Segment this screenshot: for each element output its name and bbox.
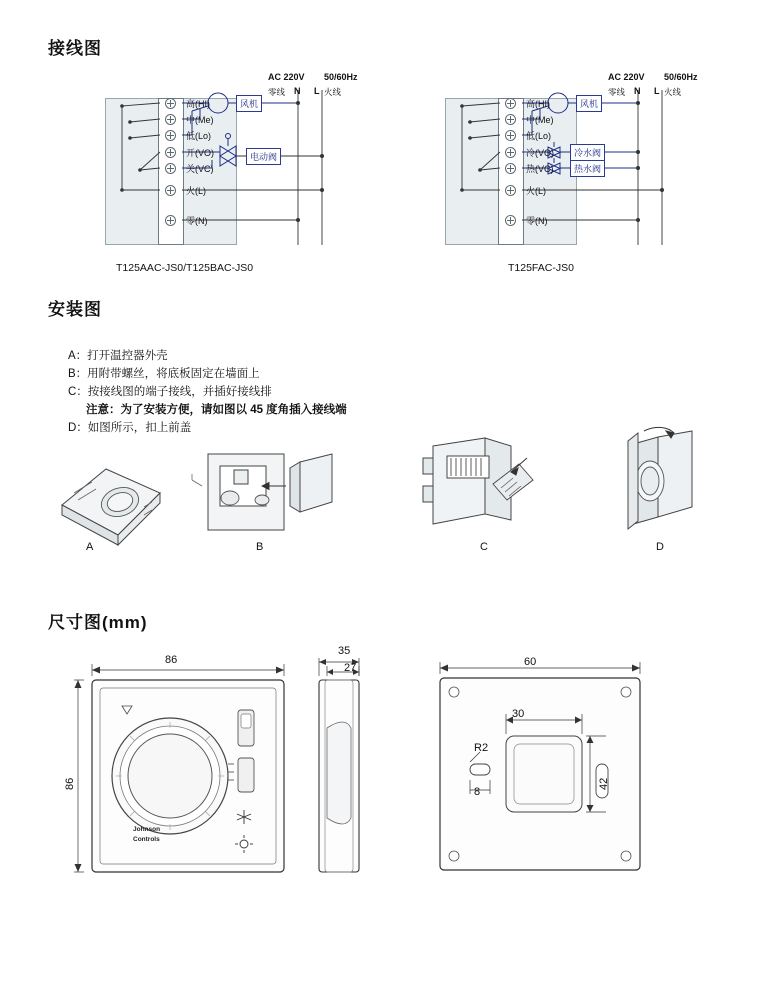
terminal-dot (165, 98, 176, 109)
terminal-dot (505, 114, 516, 125)
terminal-label-vo: 开(VO) (186, 148, 214, 158)
install-label-a: A (86, 541, 94, 553)
terminal-label-me: 中(Me) (526, 115, 554, 125)
terminal-label-cold: 冷(VO) (526, 148, 554, 158)
terminal-label-vc: 关(VC) (186, 164, 214, 174)
install-label-c: C (480, 541, 488, 553)
terminal-dot (505, 98, 516, 109)
terminal-dot (165, 114, 176, 125)
dim-side-outer: 35 (338, 645, 351, 657)
dim-front-width: 86 (165, 654, 178, 666)
section-title-dimensions: 尺寸图(mm) (48, 613, 148, 632)
device-label-valve: 电动阀 (246, 148, 281, 165)
section-title-installation: 安装图 (48, 300, 102, 319)
terminal-label-me: 中(Me) (186, 115, 214, 125)
supply-neutral-cn-label: 零线 (268, 87, 286, 97)
dim-backplate-slot-width: 8 (474, 786, 481, 798)
supply-live-cn-label: 火线 (664, 87, 682, 97)
terminal-label-lo: 低(Lo) (186, 131, 212, 141)
brand-logo-line1: Johnson (133, 826, 161, 833)
supply-ac-label: AC 220V (608, 72, 645, 82)
wiring-diagram-right (440, 70, 700, 274)
dimension-backplate-view (430, 668, 680, 908)
device-label-fan: 风机 (236, 95, 262, 112)
wiring-schematic-left (100, 70, 360, 270)
supply-live-label: L (314, 86, 320, 96)
terminal-dot (165, 163, 176, 174)
dim-backplate-inner-height: 42 (598, 777, 610, 790)
terminal-dot (165, 147, 176, 158)
wiring-caption-left: T125AAC-JS0/T125BAC-JS0 (116, 262, 254, 274)
wiring-caption-right: T125FAC-JS0 (508, 262, 574, 274)
terminal-label-lo: 低(Lo) (526, 131, 552, 141)
install-step-c: C：按接线图的端子接线，并插好接线排 (68, 386, 272, 398)
supply-ac-label: AC 220V (268, 72, 305, 82)
terminal-label-n: 零(N) (186, 216, 208, 226)
terminal-label-hot: 热(VC) (526, 164, 554, 174)
install-label-d: D (656, 541, 664, 553)
terminal-label-l: 火(L) (186, 186, 206, 196)
dim-backplate-inner-width: 30 (512, 708, 525, 720)
dim-side-inner: 27 (344, 662, 357, 674)
terminal-dot (505, 163, 516, 174)
install-figure-b (190, 440, 350, 540)
dim-backplate-slot-radius: R2 (474, 742, 489, 754)
supply-live-label: L (654, 86, 660, 96)
terminal-label-hi: 高(HI) (186, 99, 210, 109)
dimension-side-view (305, 668, 395, 898)
terminal-dot (165, 185, 176, 196)
terminal-dot (165, 130, 176, 141)
terminal-label-hi: 高(HI) (526, 99, 550, 109)
supply-neutral-label: N (294, 86, 301, 96)
brand-logo-line2: Controls (133, 836, 160, 843)
terminal-dot (505, 185, 516, 196)
section-title-wiring: 接线图 (48, 39, 102, 58)
install-figure-c (415, 428, 555, 538)
dim-backplate-width: 60 (524, 656, 537, 668)
device-label-hot-water-valve: 热水阀 (570, 160, 605, 177)
dimension-front-view (78, 668, 308, 918)
supply-freq-label: 50/60Hz (664, 72, 698, 82)
install-step-a: A：打开温控器外壳 (68, 350, 168, 362)
install-note: 注意：为了安装方便，请如图以 45 度角插入接线端 (86, 404, 347, 416)
supply-neutral-label: N (634, 86, 641, 96)
device-label-cold-water-valve: 冷水阀 (570, 144, 605, 161)
dim-front-height: 86 (64, 777, 76, 790)
device-label-fan: 风机 (576, 95, 602, 112)
install-figure-d (600, 425, 720, 535)
terminal-label-n: 零(N) (526, 216, 548, 226)
install-figure-a (48, 445, 178, 545)
supply-live-cn-label: 火线 (324, 87, 342, 97)
supply-neutral-cn-label: 零线 (608, 87, 626, 97)
terminal-label-l: 火(L) (526, 186, 546, 196)
supply-freq-label: 50/60Hz (324, 72, 358, 82)
terminal-dot (505, 130, 516, 141)
terminal-dot (165, 215, 176, 226)
terminal-dot (505, 215, 516, 226)
install-step-d: D：如图所示，扣上前盖 (68, 422, 192, 434)
terminal-dot (505, 147, 516, 158)
install-label-b: B (256, 541, 264, 553)
install-step-b: B：用附带螺丝，将底板固定在墙面上 (68, 368, 260, 380)
wiring-diagram-left (100, 70, 360, 274)
